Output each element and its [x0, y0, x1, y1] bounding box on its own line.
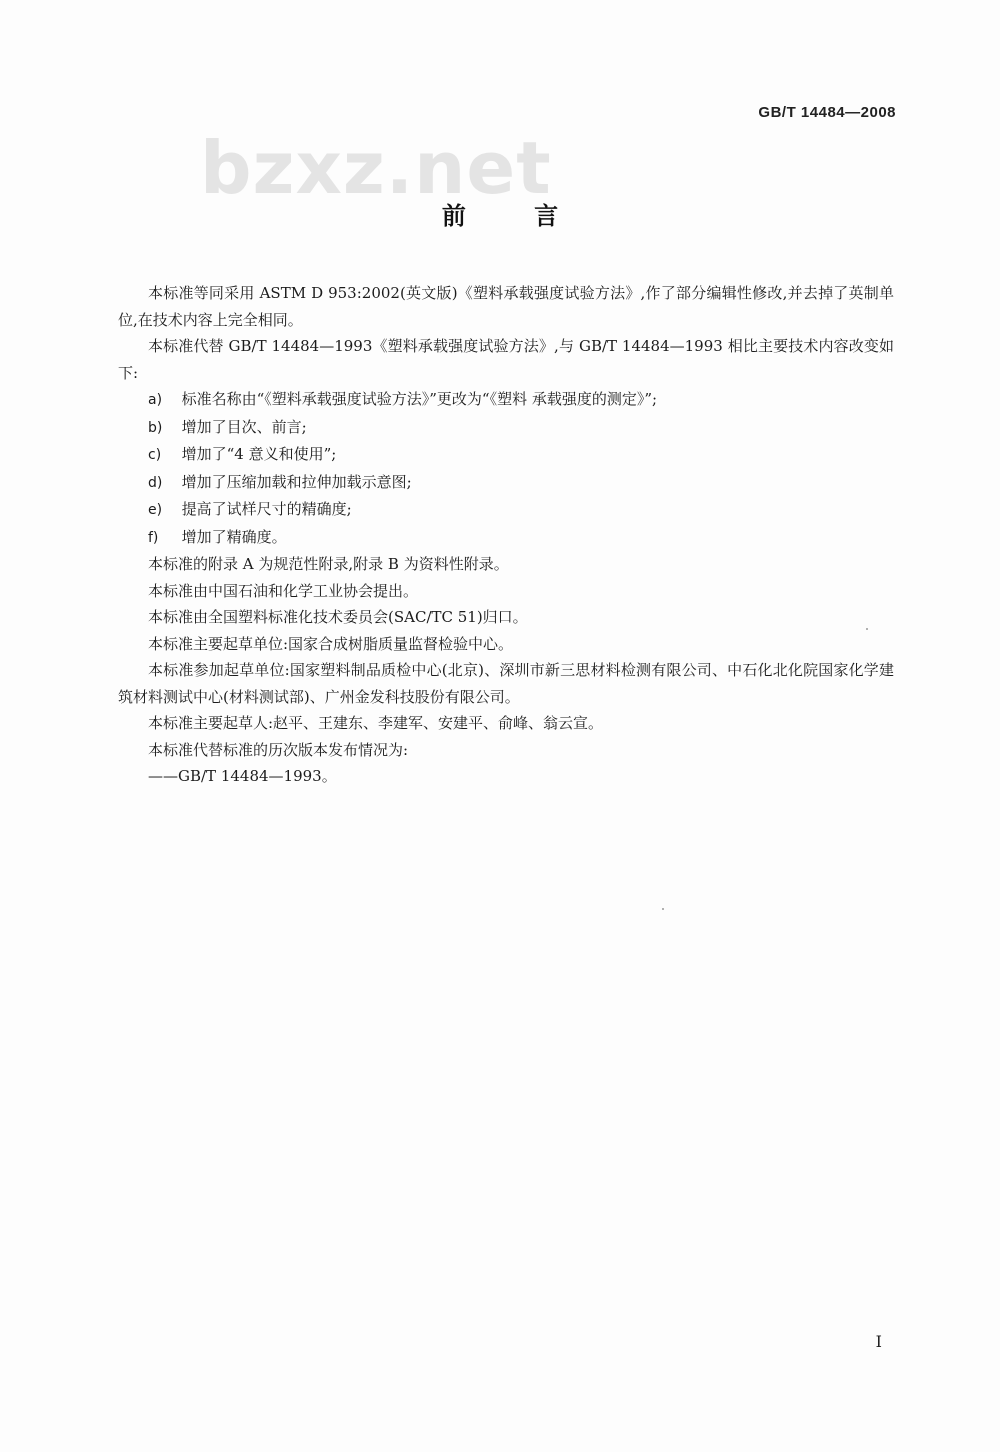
paragraph-annex: 本标准的附录 A 为规范性附录,附录 B 为资料性附录。	[148, 555, 509, 573]
paragraph-drafters: 本标准主要起草人:赵平、王建东、李建军、安建平、俞峰、翁云宣。	[148, 714, 604, 732]
list-item-text: 增加了目次、前言;	[181, 417, 307, 436]
standard-number: GB/T 14484—2008	[758, 104, 896, 121]
list-marker: a)	[148, 392, 163, 408]
paragraph-participating-units: 本标准参加起草单位:国家塑料制品质检中心(北京)、深圳市新三思材料检测有限公司、中石化北化院国家化学建筑材料测试中心(材料测试部)、广州金发科技股份有限公司。	[118, 661, 894, 706]
list-marker: b)	[148, 419, 163, 436]
list-marker: e)	[148, 502, 163, 518]
scan-speck	[866, 628, 868, 630]
list-item-text: 标准名称由“《塑料承载强度试验方法》”更改为“《塑料 承载强度的测定》”;	[181, 390, 658, 408]
list-item-change	[118, 496, 894, 524]
list-item-change	[118, 469, 894, 497]
paragraph-committee: 本标准由全国塑料标准化技术委员会(SAC/TC 51)归口。	[148, 608, 528, 626]
list-item-text: 增加了“4 意义和使用”;	[181, 445, 337, 463]
foreword-body	[118, 280, 894, 790]
list-item-text: 增加了精确度。	[181, 527, 287, 546]
page-title: 前 言	[441, 202, 589, 230]
list-item-text: 提高了试样尺寸的精确度;	[181, 500, 352, 518]
paragraph-main-drafter-unit: 本标准主要起草单位:国家合成树脂质量监督检验中心。	[148, 634, 514, 653]
paragraph-replacement: 本标准代替 GB/T 14484—1993《塑料承载强度试验方法》,与 GB/T 14484—1993 相比主要技术内容改变如下:	[118, 337, 894, 382]
history-item: ——GB/T 14484—1993。	[148, 767, 337, 785]
paragraph-adoption: 本标准等同采用 ASTM D 953:2002(英文版)《塑料承载强度试验方法》,作了部分编辑性修改,并去掉了英制单位,在技术内容上完全相同。	[118, 284, 894, 329]
list-item-text: 增加了压缩加载和拉伸加载示意图;	[181, 472, 412, 491]
scan-speck	[662, 908, 664, 910]
list-marker: c)	[148, 447, 162, 463]
list-item-change	[118, 414, 894, 442]
paragraph-history-intro: 本标准代替标准的历次版本发布情况为:	[148, 740, 409, 759]
list-item-change	[118, 441, 894, 469]
list-item-change	[118, 386, 894, 414]
list-marker: d)	[148, 474, 163, 491]
page-number: I	[875, 1332, 882, 1351]
list-item-change	[118, 524, 894, 552]
watermark: bzxz.net	[200, 126, 552, 210]
paragraph-proposer: 本标准由中国石油和化学工业协会提出。	[148, 581, 419, 600]
list-marker: f)	[148, 529, 159, 546]
